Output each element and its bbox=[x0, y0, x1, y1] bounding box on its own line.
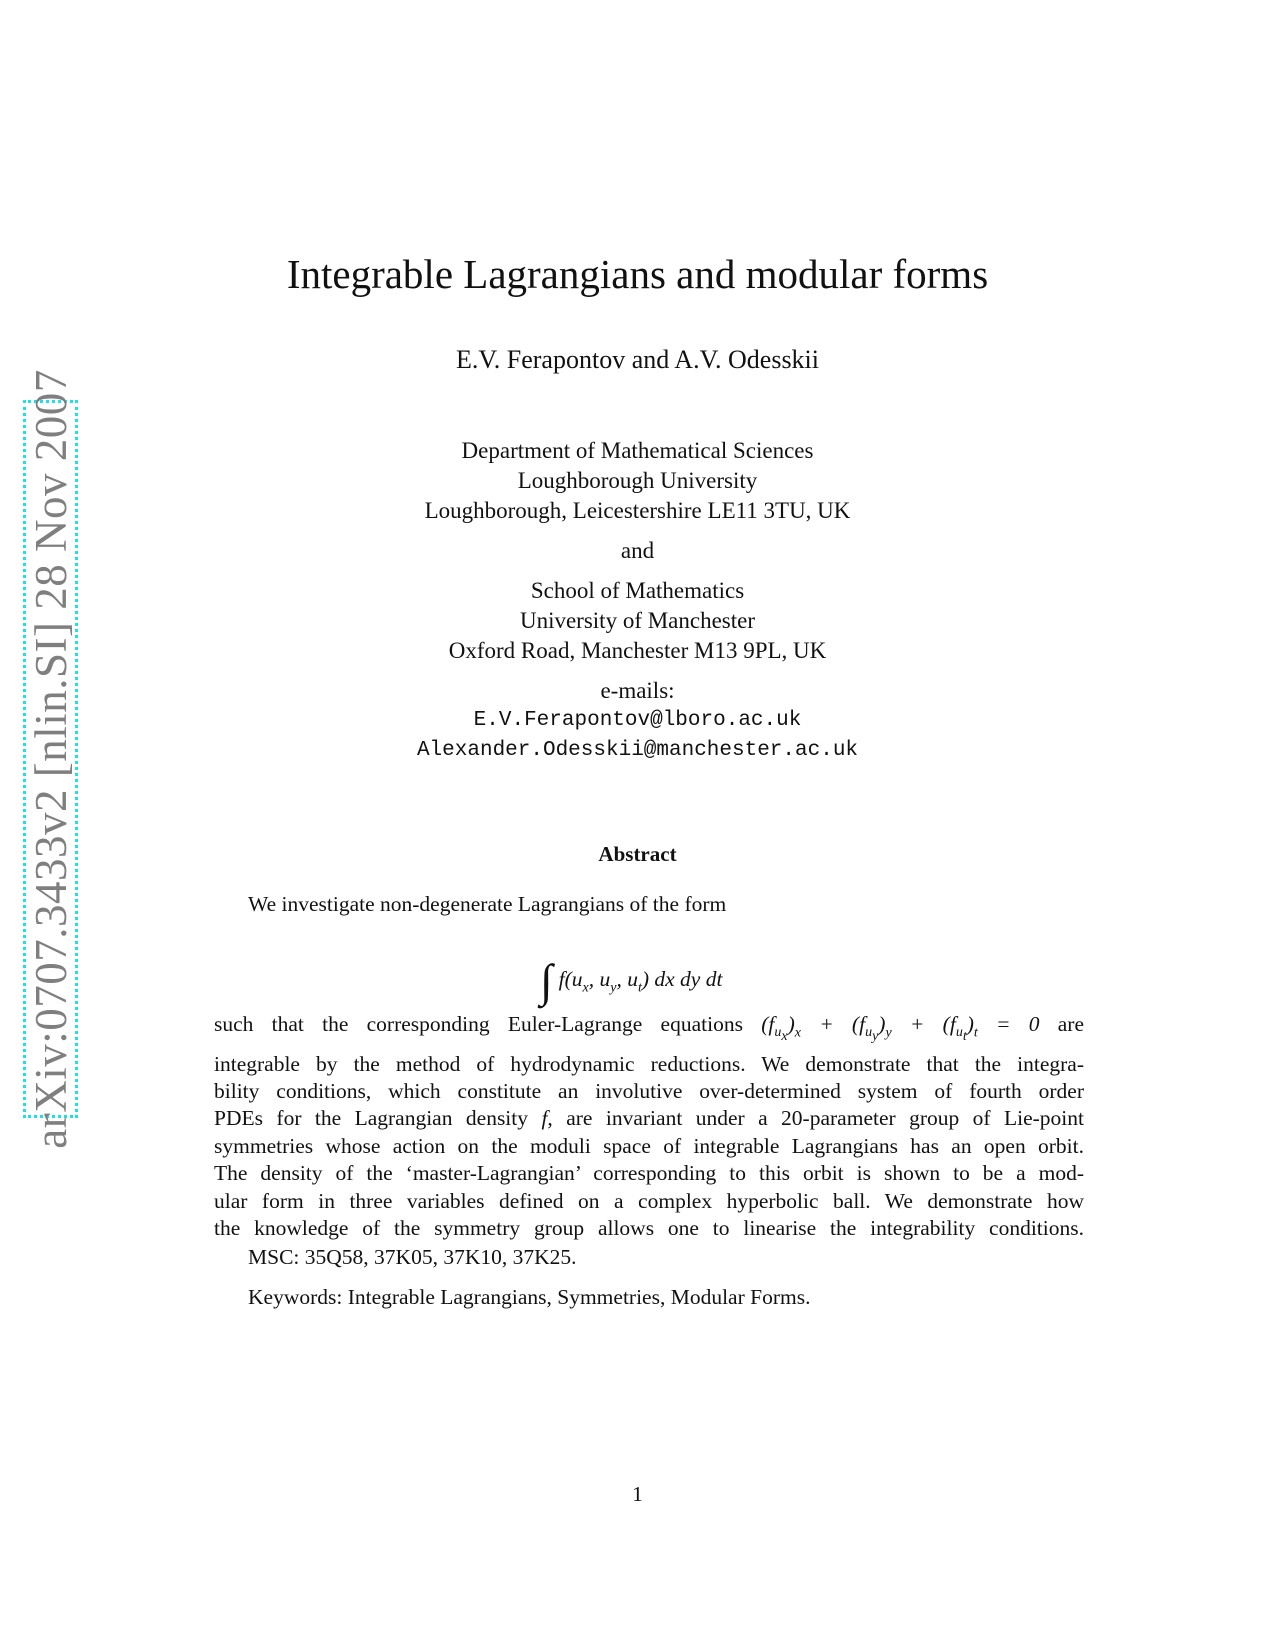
abstract-line: ular form in three variables defined on a complex hyperbolic ball. We demonstrate how bbox=[214, 1188, 1084, 1213]
affiliation-manchester bbox=[0, 576, 1275, 666]
formula-var: u bbox=[571, 967, 583, 991]
email-ferapontov: E.V.Ferapontov@lboro.ac.uk bbox=[473, 709, 802, 732]
affiliation-line: Department of Mathematical Sciences bbox=[461, 438, 814, 463]
abstract-intro: We investigate non-degenerate Lagrangians of the form bbox=[248, 892, 727, 916]
msc-classification: MSC: 35Q58, 37K05, 37K10, 37K25. bbox=[248, 1245, 577, 1269]
affiliation-line: University of Manchester bbox=[519, 608, 756, 633]
abstract-line: the knowledge of the symmetry group allows one to linearise the integrability conditions. bbox=[214, 1215, 1084, 1240]
formula-sub: y bbox=[610, 980, 617, 996]
line-text: PDEs for the Lagrangian density bbox=[214, 1106, 542, 1131]
page-number: 1 bbox=[632, 1482, 643, 1506]
line-text: are bbox=[1039, 1012, 1084, 1036]
affiliation-line: School of Mathematics bbox=[530, 578, 745, 603]
affiliation-conjunction: and bbox=[620, 538, 655, 563]
email-block bbox=[0, 676, 1275, 766]
affiliation-line: Oxford Road, Manchester M13 9PL, UK bbox=[448, 638, 827, 663]
abstract-line: integrable by the method of hydrodynamic reductions. We demonstrate that the integra- bbox=[214, 1051, 1084, 1076]
keywords: Keywords: Integrable Lagrangians, Symmetries, Modular Forms. bbox=[248, 1285, 811, 1309]
formula-sub: t bbox=[637, 980, 642, 996]
affiliation-line: Loughborough, Leicestershire LE11 3TU, UK bbox=[424, 498, 851, 523]
formula-sub: x bbox=[582, 980, 589, 996]
line-text: such that the corresponding Euler-Lagrange equations bbox=[214, 1012, 762, 1036]
lagrangian-integral-formula: ∫ $f(u_x$, $u_y$, $u_t$) dx dy dt bbox=[540, 955, 723, 1006]
formula-f: f bbox=[558, 967, 565, 991]
paper-title: Integrable Lagrangians and modular forms bbox=[286, 251, 989, 297]
integral-sign: ∫ bbox=[540, 955, 553, 1006]
paper-authors: E.V. Ferapontov and A.V. Odesskii bbox=[455, 345, 820, 374]
abstract-line: bility conditions, which constitute an involutive over-determined system of fourth order bbox=[214, 1078, 1084, 1103]
abstract-line: symmetries whose action on the moduli space of integrable Lagrangians has an open orbit. bbox=[214, 1133, 1084, 1158]
abstract-line: The density of the ‘master-Lagrangian’ corresponding to this orbit is shown to be a mod- bbox=[214, 1161, 1084, 1186]
euler-lagrange-equation: $(f_{u_x})_x + (f_{u_y})_y + (f_{u_t})_t = 0$ bbox=[761, 1012, 1040, 1045]
abstract-heading: Abstract bbox=[598, 842, 677, 866]
affiliation-loughborough bbox=[0, 436, 1275, 526]
formula-var: u bbox=[627, 967, 638, 991]
abstract-line bbox=[214, 1105, 1084, 1132]
line-text: , are invariant under a 20-parameter group of Lie-point bbox=[547, 1106, 1084, 1131]
abstract-body bbox=[214, 1011, 1084, 1242]
email-odesskii: Alexander.Odesskii@manchester.ac.uk bbox=[416, 739, 859, 762]
formula-differentials: dx dy dt bbox=[654, 967, 723, 991]
emails-label: e-mails: bbox=[600, 678, 675, 703]
abstract-line bbox=[214, 1011, 1084, 1051]
affiliation-line: Loughborough University bbox=[517, 468, 758, 493]
density-variable: f bbox=[541, 1106, 548, 1131]
arxiv-identifier: arXiv:0707.3433v2 [nlin.SI] 28 Nov 2007 bbox=[25, 369, 76, 1149]
formula-var: u bbox=[599, 967, 611, 991]
